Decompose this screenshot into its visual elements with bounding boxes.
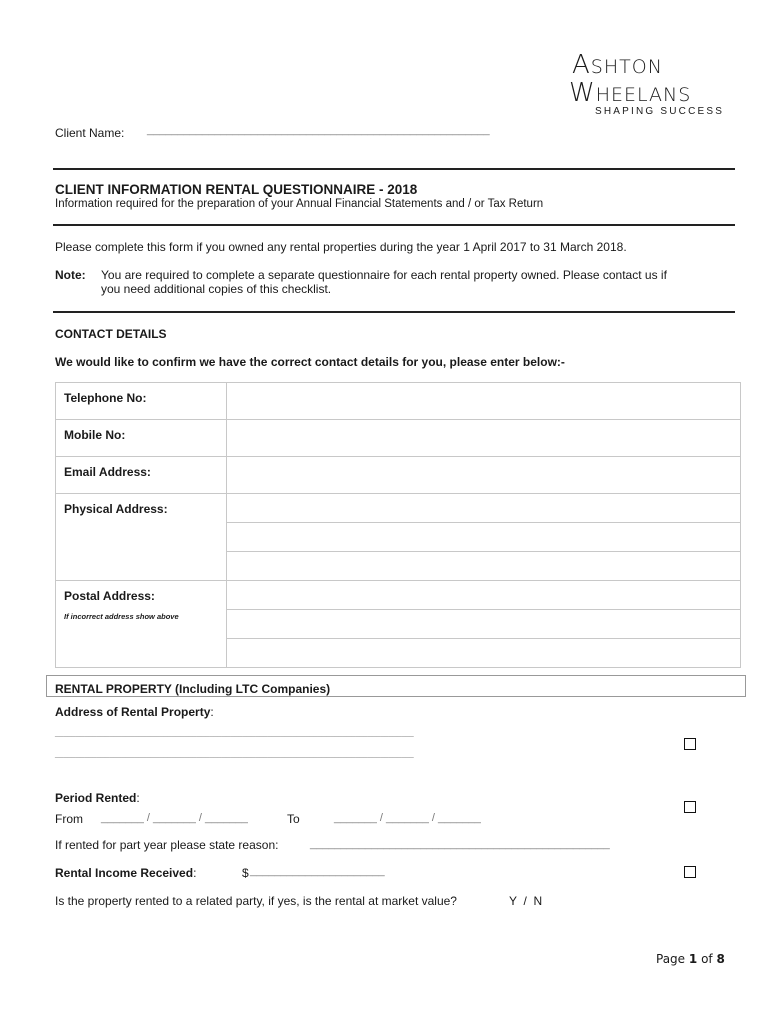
- page-title: CLIENT INFORMATION RENTAL QUESTIONNAIRE - 2018: [55, 182, 418, 197]
- divider-top: [53, 168, 735, 170]
- divider-2: [53, 224, 735, 226]
- rental-address-checkbox[interactable]: [684, 738, 696, 750]
- related-party-options[interactable]: Y / N: [509, 894, 543, 908]
- postal-address-field-1[interactable]: [227, 581, 741, 610]
- physical-address-field-1[interactable]: [227, 494, 741, 523]
- related-party-question: Is the property rented to a related party, if yes, is the rental at market value?: [55, 894, 457, 908]
- email-label: Email Address:: [56, 457, 227, 494]
- note-label: Note:: [55, 268, 86, 282]
- logo-line-1-rest: SHTON: [590, 56, 663, 78]
- postal-address-row: [56, 581, 741, 610]
- income-checkbox[interactable]: [684, 866, 696, 878]
- postal-address-cell: [56, 581, 227, 668]
- physical-address-field-2[interactable]: [227, 523, 741, 552]
- of-word: of: [701, 952, 713, 966]
- income-label-wrap: [55, 866, 196, 880]
- physical-address-row: [56, 494, 741, 523]
- rental-address-colon: :: [210, 705, 214, 719]
- logo-line-1-cap: A: [572, 50, 591, 80]
- postal-address-label: Postal Address:: [64, 589, 155, 603]
- client-name-field[interactable]: ________________________________________________________: [147, 124, 490, 136]
- page-total: 8: [716, 952, 725, 966]
- email-field[interactable]: [227, 457, 741, 494]
- period-to-label: To: [287, 812, 300, 826]
- telephone-label: Telephone No:: [56, 383, 227, 420]
- intro-text: Please complete this form if you owned any rental properties during the year 1 April 2017 to 31 March 2018.: [55, 240, 627, 254]
- note-text-line-1: You are required to complete a separate questionnaire for each rental property owned. Please contact us if: [101, 268, 667, 282]
- mobile-label: Mobile No:: [56, 420, 227, 457]
- email-row: [56, 457, 741, 494]
- period-colon: :: [136, 791, 140, 805]
- rental-address-line-1[interactable]: ______________________________________________________________________________________: [55, 728, 414, 737]
- period-label-wrap: [55, 791, 140, 805]
- income-label: Rental Income Received: [55, 866, 194, 880]
- postal-address-field-2[interactable]: [227, 610, 741, 639]
- contact-heading: CONTACT DETAILS: [55, 327, 167, 341]
- client-name-label: Client Name:: [55, 126, 125, 140]
- divider-3: [53, 311, 735, 313]
- part-year-label: If rented for part year please state reason:: [55, 838, 279, 852]
- telephone-field[interactable]: [227, 383, 741, 420]
- postal-address-field-3[interactable]: [227, 639, 741, 668]
- page-current: 1: [688, 952, 698, 966]
- income-colon: :: [193, 866, 197, 880]
- contact-instruction: We would like to confirm we have the correct contact details for you, please enter below:-: [55, 355, 565, 369]
- logo-tagline: SHAPING SUCCESS: [595, 106, 725, 117]
- page-number: [656, 952, 725, 966]
- page-subtitle: Information required for the preparation of your Annual Financial Statements and / or Tax Return: [55, 198, 544, 210]
- period-checkbox[interactable]: [684, 801, 696, 813]
- rental-address-label-wrap: [55, 705, 214, 719]
- period-from-label: From: [55, 812, 83, 826]
- income-field[interactable]: ______________________: [250, 865, 385, 877]
- rental-heading: RENTAL PROPERTY (Including LTC Companies): [55, 682, 331, 696]
- period-to-field[interactable]: _______ / _______ / _______: [334, 812, 481, 824]
- logo-line-1: [572, 52, 691, 78]
- period-label: Period Rented: [55, 791, 137, 805]
- physical-address-field-3[interactable]: [227, 552, 741, 581]
- part-year-field[interactable]: _________________________________________________: [310, 838, 610, 850]
- page-word: Page: [656, 952, 686, 966]
- mobile-row: [56, 420, 741, 457]
- telephone-row: [56, 383, 741, 420]
- contact-table: [55, 382, 741, 668]
- rental-address-line-2[interactable]: ______________________________________________________________________________________: [55, 749, 414, 758]
- rental-address-label: Address of Rental Property: [55, 705, 211, 719]
- mobile-field[interactable]: [227, 420, 741, 457]
- logo-line-2-cap: W: [569, 78, 596, 108]
- logo-line-2: [569, 80, 691, 106]
- logo-line-2-rest: HEELANS: [595, 84, 692, 106]
- postal-address-note: If incorrect address show above: [64, 612, 179, 621]
- company-logo: [569, 50, 692, 108]
- physical-address-label: Physical Address:: [56, 494, 227, 581]
- income-currency: $: [242, 866, 249, 880]
- note-text-line-2: you need additional copies of this checklist.: [101, 282, 332, 296]
- period-from-field[interactable]: _______ / _______ / _______: [101, 812, 248, 824]
